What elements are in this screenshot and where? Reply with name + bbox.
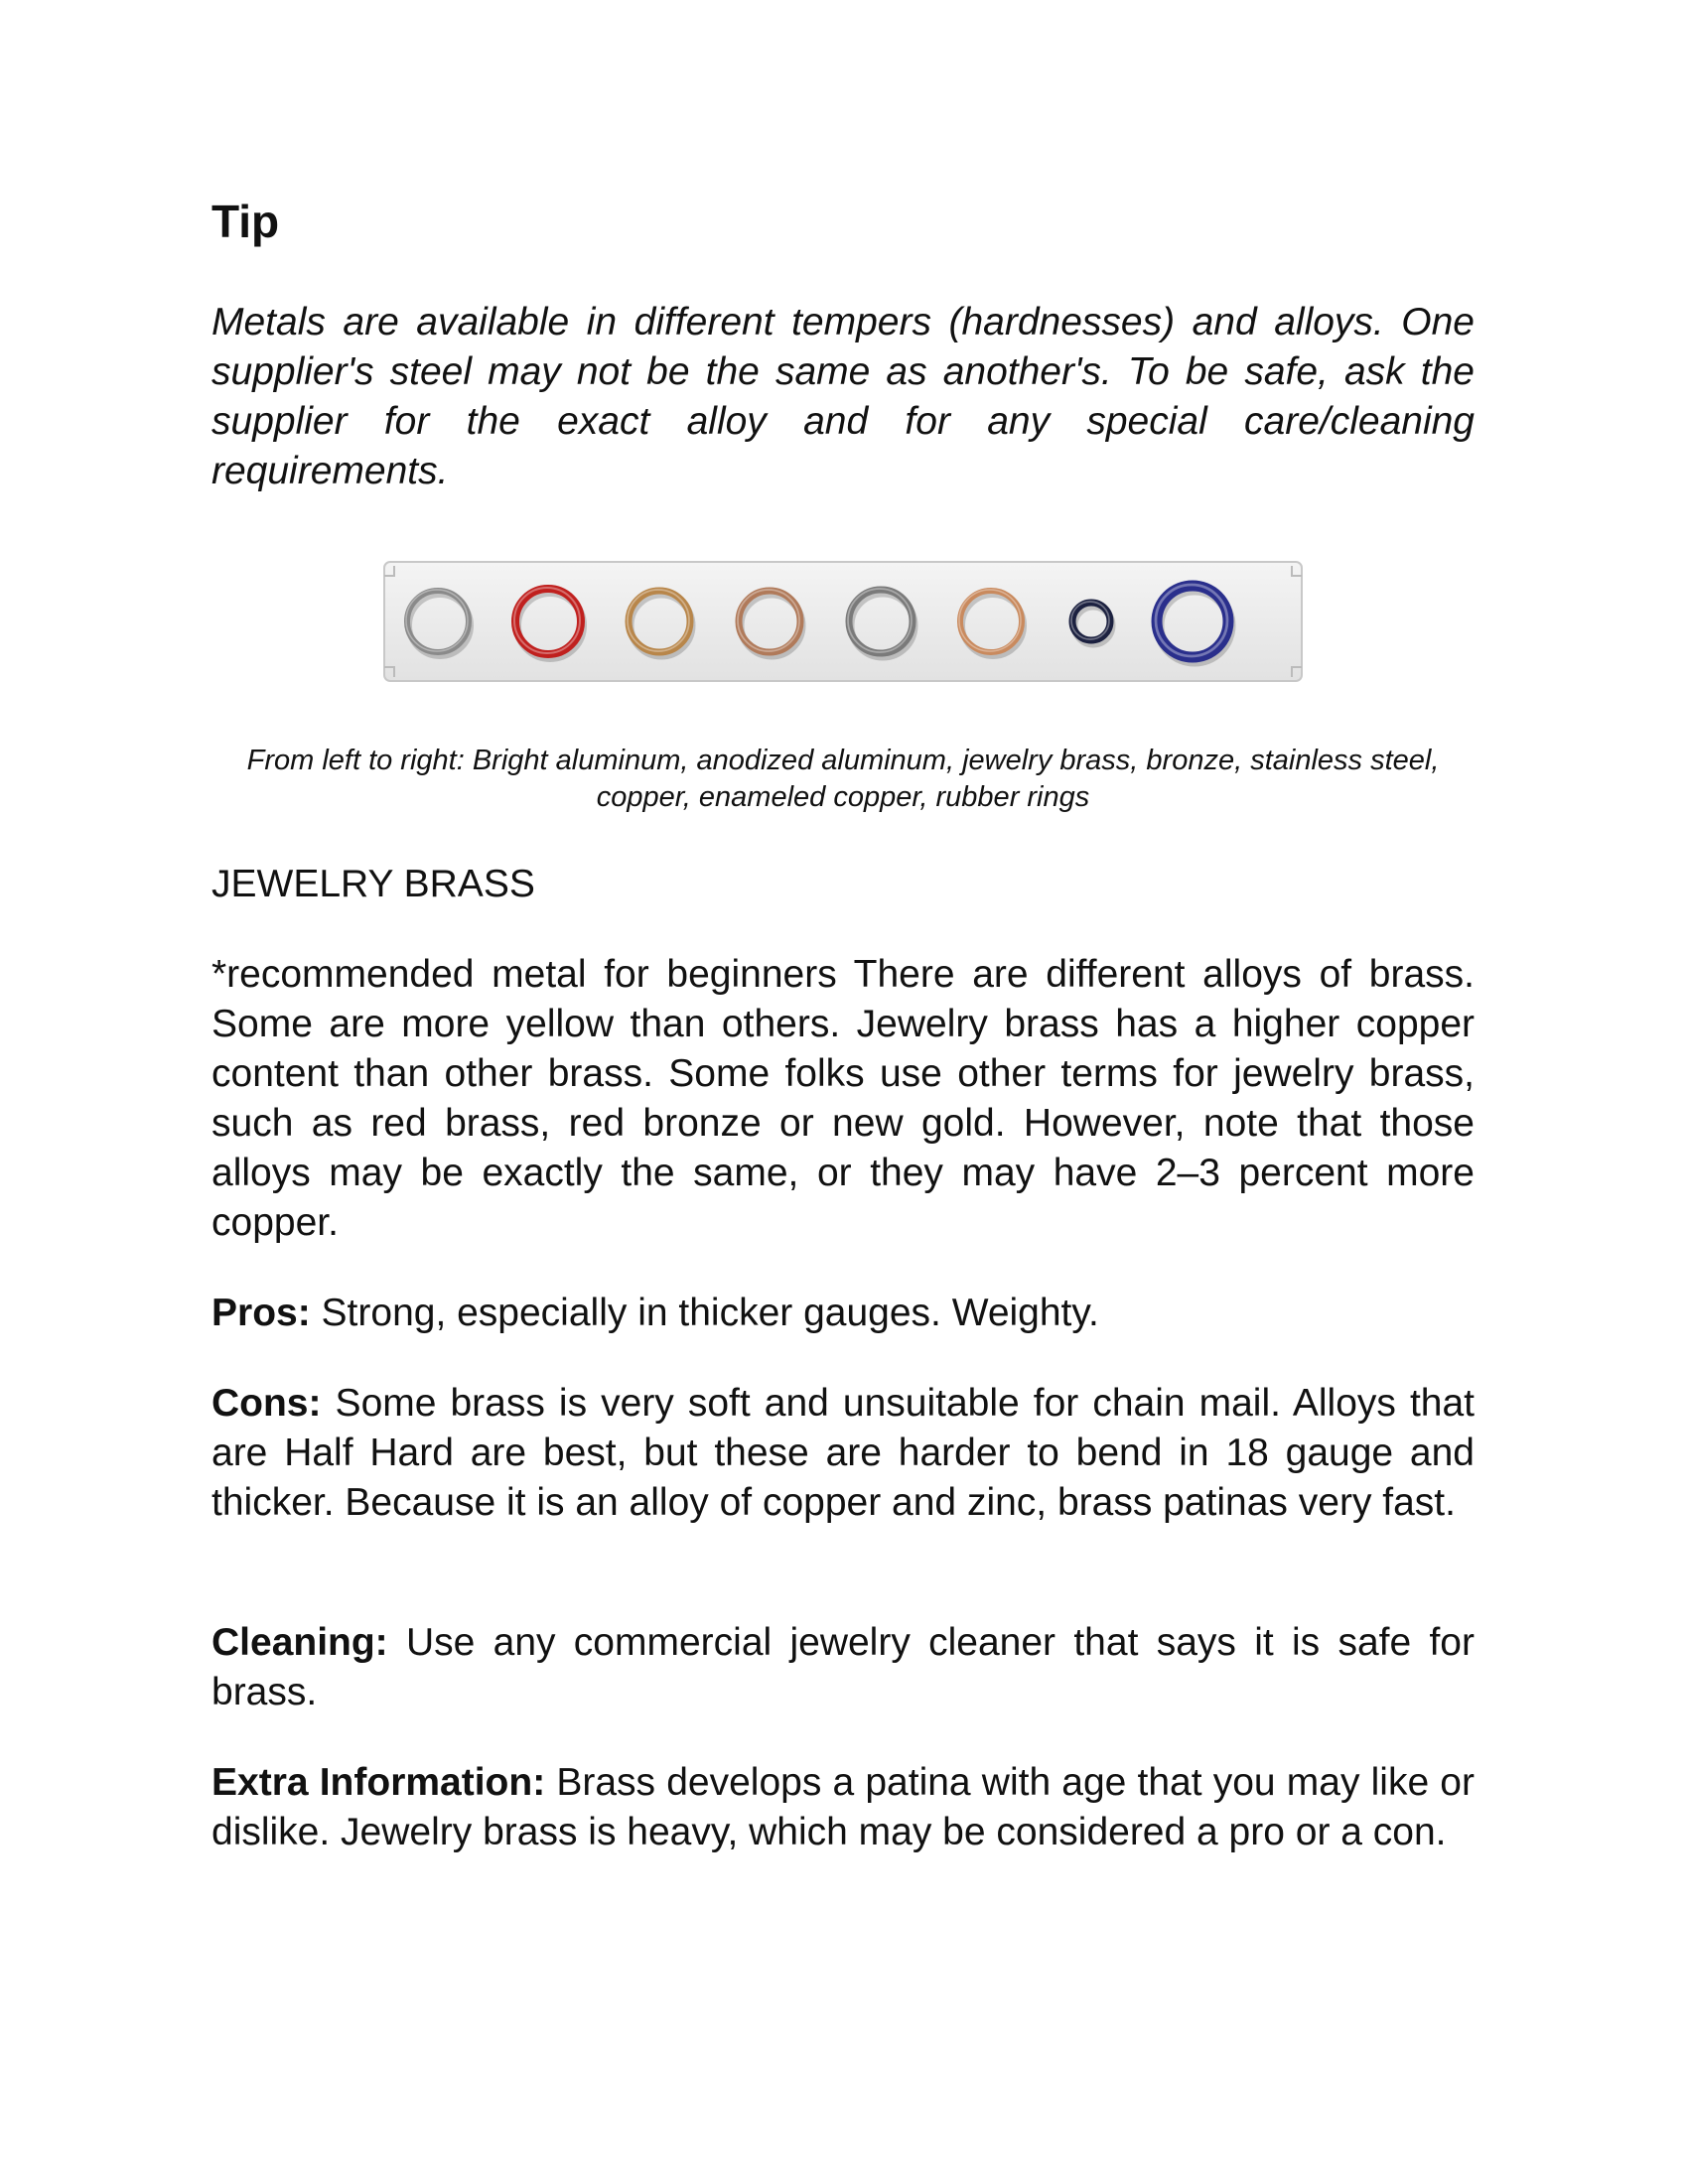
ring-samples-figure <box>376 556 1310 687</box>
tip-heading: Tip <box>211 196 280 247</box>
cons-text: Some brass is very soft and unsuitable for chain mail. Alloys that are Half Hard are best, but these are harder to bend in 18 gauge and thicker. Because it is an alloy of copper and zinc, brass patinas very fast. <box>211 1382 1475 1524</box>
pros-text: Strong, especially in thicker gauges. Weighty. <box>310 1292 1099 1334</box>
extra-info-label: Extra Information: <box>211 1761 546 1804</box>
ring-samples-image <box>376 556 1310 687</box>
section-heading: JEWELRY BRASS <box>211 863 535 905</box>
pros-label: Pros: <box>211 1292 311 1334</box>
figure-caption: From left to right: Bright aluminum, anodized aluminum, jewelry brass, bronze, stainless steel, copper, enameled copper, rubber rings <box>246 745 1440 813</box>
cons-paragraph <box>211 1379 1475 1528</box>
tip-text: Metals are available in different tempers (hardnesses) and alloys. One supplier's steel may not be the same as another's. To be safe, ask the supplier for the exact alloy and for any special care/cleaning requirements. <box>211 301 1475 492</box>
extra-info-paragraph <box>211 1758 1475 1857</box>
cons-label: Cons: <box>211 1382 322 1425</box>
cleaning-label: Cleaning: <box>211 1621 388 1664</box>
cleaning-text: Use any commercial jewelry cleaner that says it is safe for brass. <box>211 1621 1475 1713</box>
intro-paragraph: *recommended metal for beginners There are different alloys of brass. Some are more yellow than others. Jewelry brass has a higher copper content than other brass. Some folks use other terms for jewelry brass, such as red brass, red bronze or new gold. However, note that those alloys may be exactly the same, or they may have 2–3 percent more copper. <box>211 953 1475 1244</box>
cleaning-paragraph <box>211 1618 1475 1717</box>
pros-paragraph <box>211 1289 1475 1338</box>
extra-info-text: Brass develops a patina with age that you may like or dislike. Jewelry brass is heavy, which may be considered a pro or a con. <box>211 1761 1475 1853</box>
